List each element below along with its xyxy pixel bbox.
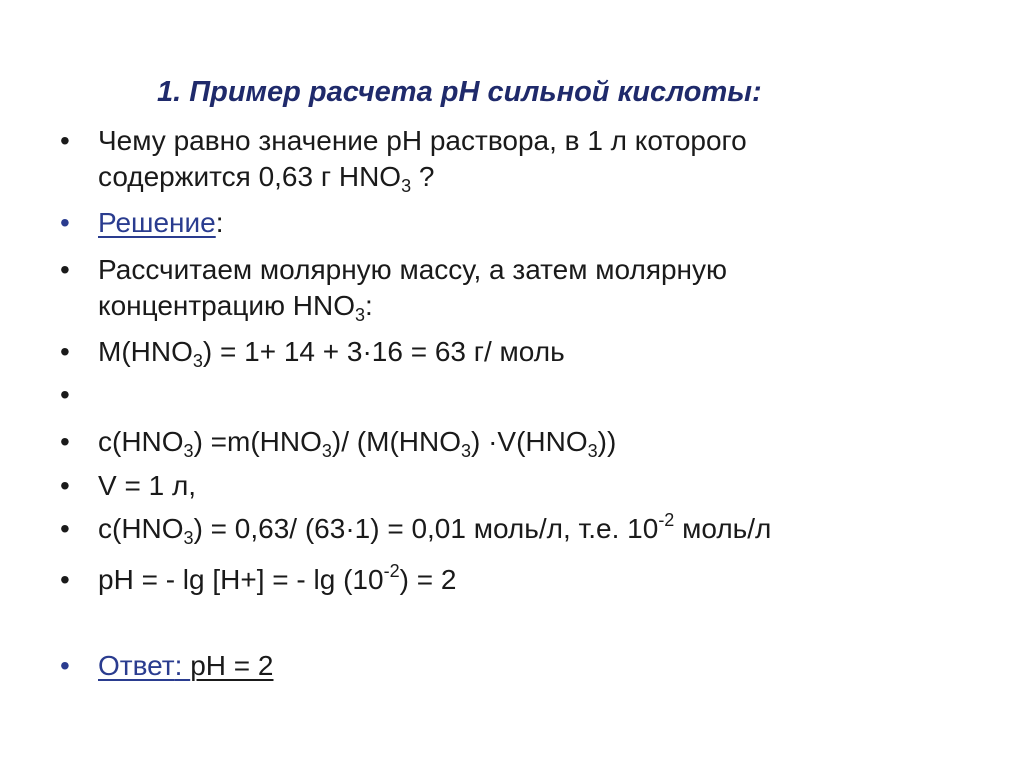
subscript: 3: [183, 441, 194, 461]
subscript: 3: [587, 441, 598, 461]
answer: [98, 649, 273, 683]
superscript: -2: [658, 510, 675, 530]
question-mark: ?: [411, 161, 435, 192]
formula-part: )): [597, 426, 617, 457]
bullet-answer: [0, 649, 1024, 685]
bullet-dot: •: [60, 564, 70, 595]
bullet-dot: •: [60, 254, 70, 285]
ph-calculation: [98, 563, 456, 597]
bullet-ph-calculation: [0, 563, 1024, 599]
formula-part: ) =m(HNO: [193, 426, 322, 457]
subscript: 3: [321, 441, 332, 461]
solution-link[interactable]: Решение: [98, 207, 216, 238]
formula-part: рН = - lg [H+] = - lg (10: [98, 564, 384, 595]
bullet-empty: [0, 378, 1024, 414]
superscript: -2: [383, 561, 400, 581]
concentration-formula: [98, 425, 616, 459]
solution-heading: [98, 206, 224, 240]
method-text: концентрацию HNO: [98, 290, 356, 321]
bullet-dot: •: [60, 470, 70, 501]
method-line-1: Рассчитаем молярную массу, а затем молярную: [98, 254, 728, 285]
question-text: содержится 0,63 г HNO: [98, 161, 402, 192]
method-line-2: [98, 289, 373, 323]
formula-part: ) ·V(HNO: [471, 426, 588, 457]
question-line-1: Чему равно значение рН раствора, в 1 л которого: [98, 125, 747, 156]
formula-part: ) = 2: [399, 564, 457, 595]
volume-text: V = 1 л,: [98, 470, 197, 501]
bullet-dot: •: [60, 379, 70, 410]
bullet-concentration-value: [0, 512, 1024, 548]
answer-value: рН = 2: [190, 650, 274, 681]
subscript: 3: [355, 305, 366, 325]
bullet-solution: [0, 206, 1024, 242]
molar-mass-formula: [98, 335, 565, 369]
subscript: 3: [192, 351, 203, 371]
bullet-concentration-formula: [0, 425, 1024, 461]
answer-link[interactable]: Ответ: [98, 650, 175, 681]
bullet-dot: •: [60, 513, 70, 544]
bullet-question: [0, 124, 1024, 194]
subscript: 3: [460, 441, 471, 461]
bullet-dot: •: [60, 125, 70, 156]
formula-part: с(HNO: [98, 426, 184, 457]
formula-part: ) = 1+ 14 + 3·16 = 63 г/ моль: [202, 336, 565, 367]
formula-part: )/ (M(HNO: [331, 426, 461, 457]
colon: :: [215, 207, 224, 238]
formula-part: моль/л: [674, 513, 772, 544]
bullet-dot: •: [60, 650, 70, 681]
bullet-molar-mass: [0, 335, 1024, 371]
colon: :: [365, 290, 373, 321]
formula-part: с(HNO: [98, 513, 184, 544]
bullet-dot: •: [60, 336, 70, 367]
formula-part: М(HNO: [98, 336, 193, 367]
answer-colon: :: [174, 650, 191, 681]
subscript: 3: [401, 176, 412, 196]
question-line-2: [98, 160, 434, 194]
bullet-method: [0, 253, 1024, 323]
concentration-value: [98, 512, 771, 546]
bullet-volume: [0, 469, 1024, 505]
formula-part: ) = 0,63/ (63·1) = 0,01 моль/л, т.е. 10: [193, 513, 659, 544]
bullet-dot: •: [60, 426, 70, 457]
bullet-dot: •: [60, 207, 70, 238]
subscript: 3: [183, 528, 194, 548]
slide-title: 1. Пример расчета рН сильной кислоты:: [157, 76, 762, 108]
